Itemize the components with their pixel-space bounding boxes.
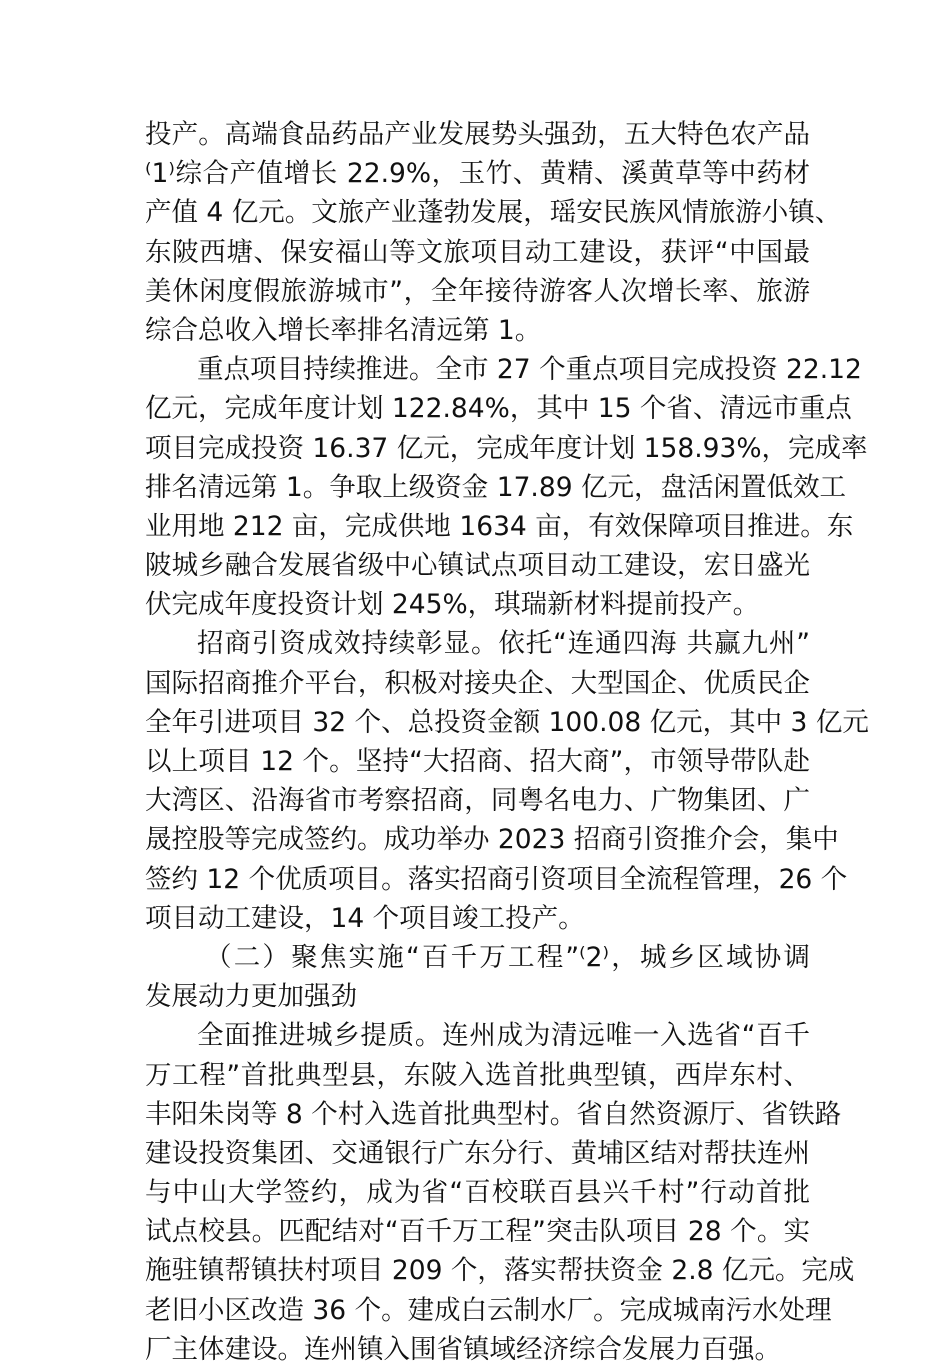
text-line: 万工程”首批典型县，东陂入选首批典型镇，西岸东村、 — [145, 1059, 810, 1091]
text-line: 老旧小区改造 36 个。建成白云制水厂。完成城南污水处理 — [145, 1294, 832, 1326]
text-line: ⁽1⁾综合产值增长 22.9%，玉竹、黄精、溪黄草等中药材 — [145, 158, 810, 190]
paragraph-key-projects — [145, 350, 868, 624]
section-heading — [145, 938, 810, 1016]
text-line: 全年引进项目 32 个、总投资金额 100.08 亿元，其中 3 亿元 — [145, 706, 869, 738]
text-line: 与中山大学签约，成为省“百校联百县兴千村”行动首批 — [145, 1177, 810, 1209]
paragraph-industry — [145, 115, 842, 350]
text-line: 招商引资成效持续彰显。依托“连通四海 共赢九州” — [197, 628, 810, 660]
text-line: 厂主体建设。连州镇入围省镇域经济综合发展力百强。 — [145, 1333, 781, 1365]
text-line: 大湾区、沿海省市考察招商，同粤名电力、广物集团、广 — [145, 785, 810, 817]
text-line: 晟控股等完成签约。成功举办 2023 招商引资推介会，集中 — [145, 824, 839, 856]
text-line: 项目动工建设，14 个项目竣工投产。 — [145, 902, 585, 934]
text-line: 业用地 212 亩，完成供地 1634 亩，有效保障项目推进。东 — [145, 510, 854, 542]
heading-line: （二）聚焦实施“百千万工程”⁽2⁾，城乡区域协调 — [205, 941, 810, 973]
text-line: 陂城乡融合发展省级中心镇试点项目动工建设，宏日盛光 — [145, 550, 810, 582]
text-line: 国际招商推介平台，积极对接央企、大型国企、优质民企 — [145, 667, 810, 699]
text-line: 全面推进城乡提质。连州成为清远唯一入选省“百千 — [197, 1020, 810, 1052]
text-line: 建设投资集团、交通银行广东分行、黄埔区结对帮扶连州 — [145, 1137, 810, 1169]
text-line: 项目完成投资 16.37 亿元，完成年度计划 158.93%，完成率 — [145, 432, 868, 464]
heading-line: 发展动力更加强劲 — [145, 981, 357, 1013]
text-line: 东陂西塘、保安福山等文旅项目动工建设，获评“中国最 — [145, 236, 810, 268]
paragraph-urban-rural — [145, 1016, 855, 1369]
paragraph-investment — [145, 624, 869, 938]
text-line: 亿元，完成年度计划 122.84%，其中 15 个省、清远市重点 — [145, 393, 852, 425]
document-body — [145, 115, 869, 1369]
text-line: 排名清远第 1。争取上级资金 17.89 亿元，盘活闲置低效工 — [145, 471, 846, 503]
text-line: 签约 12 个优质项目。落实招商引资项目全流程管理，26 个 — [145, 863, 848, 895]
text-line: 投产。高端食品药品产业发展势头强劲，五大特色农产品 — [145, 119, 810, 150]
text-line: 重点项目持续推进。全市 27 个重点项目完成投资 22.12 — [197, 354, 862, 386]
text-line: 施驻镇帮镇扶村项目 209 个，落实帮扶资金 2.8 亿元。完成 — [145, 1255, 855, 1287]
text-line: 试点校县。匹配结对“百千万工程”突击队项目 28 个。实 — [145, 1216, 810, 1248]
text-line: 丰阳朱岗等 8 个村入选首批典型村。省自然资源厅、省铁路 — [145, 1098, 842, 1130]
text-line: 以上项目 12 个。坚持“大招商、招大商”，市领导带队赴 — [145, 746, 810, 777]
text-line: 美休闲度假旅游城市”，全年接待游客人次增长率、旅游 — [145, 275, 810, 307]
text-line: 产值 4 亿元。文旅产业蓬勃发展，瑶安民族风情旅游小镇、 — [145, 197, 842, 229]
text-line: 综合总收入增长率排名清远第 1。 — [145, 314, 542, 346]
text-line: 伏完成年度投资计划 245%，琪瑞新材料提前投产。 — [145, 589, 760, 621]
